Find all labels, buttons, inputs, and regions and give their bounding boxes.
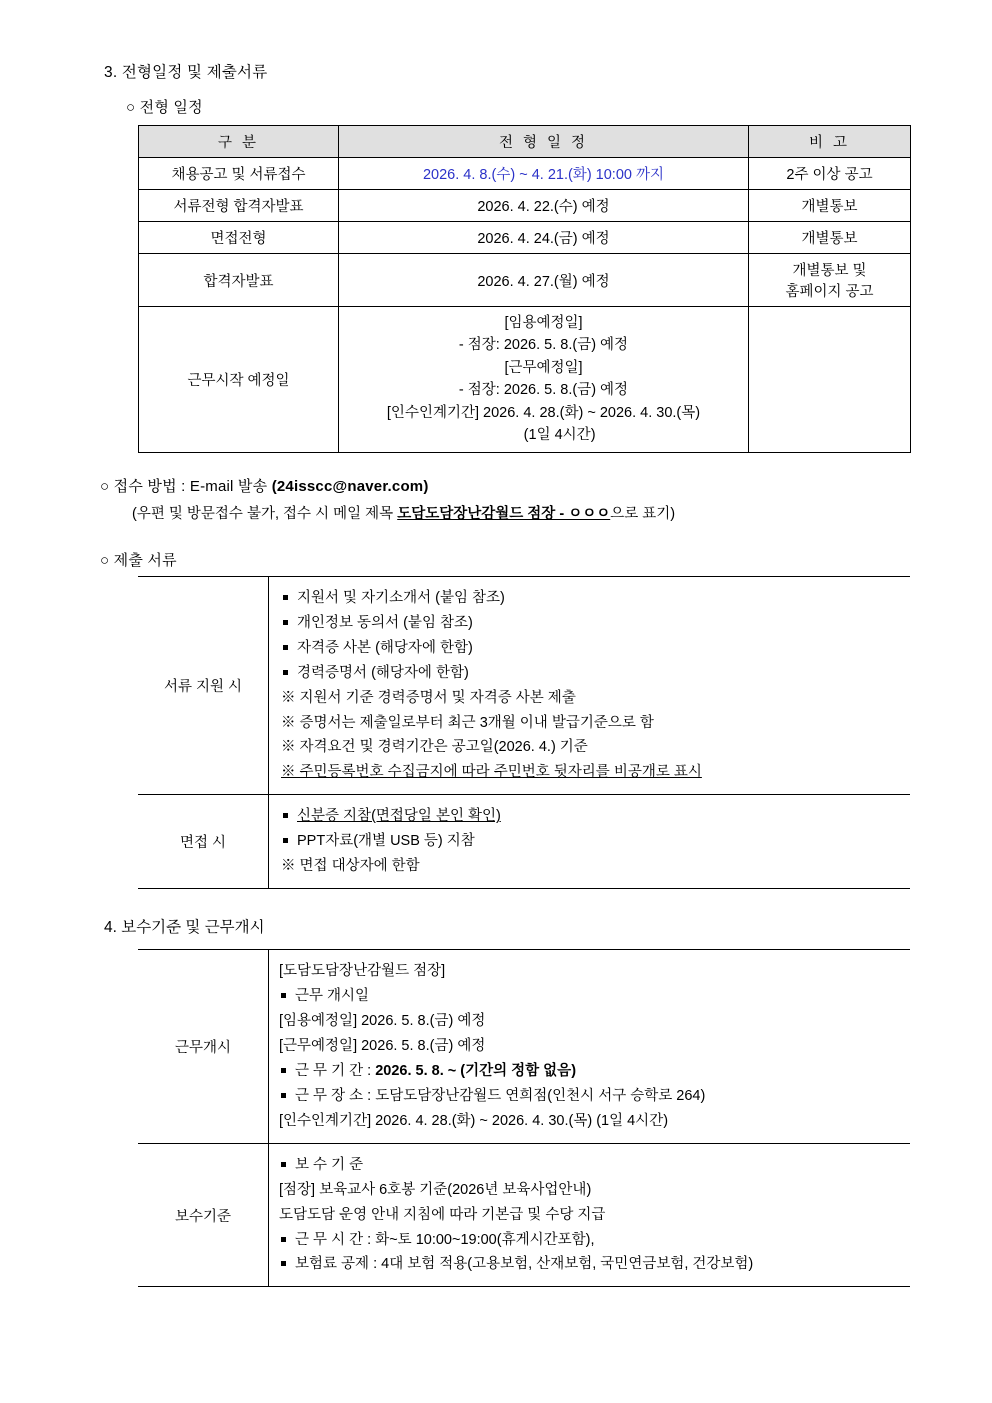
document-list [281,586,904,786]
cell-schedule: 2026. 4. 24.(금) 예정 [339,222,749,254]
list-item: [근무예정일] 2026. 5. 8.(금) 예정 [279,1037,486,1054]
cell-note [749,307,911,453]
cell-note: 2주 이상 공고 [749,158,911,190]
schedule-line: [인수인계기간] 2026. 4. 28.(화) ~ 2026. 4. 30.(목) [386,404,701,421]
cell-note: 개별통보 [749,190,911,222]
row-label: 서류 지원 시 [138,576,269,795]
table-row [139,158,911,190]
cell-note: 개별통보 [749,222,911,254]
table-row [139,307,911,453]
cell-division: 합격자발표 [139,254,339,307]
section-4-title: 4. 보수기준 및 근무개시 [104,919,265,937]
list-item: ※ 증명서는 제출일로부터 최근 3개월 이내 발급기준으로 함 [281,714,654,731]
cell-schedule: 2026. 4. 8.(수) ~ 4. 21.(화) 10:00 까지 [339,158,749,190]
list-item: 보험료 공제 : 4대 보험 적용(고용보험, 산재보험, 국민연금보험, 건강보험) [279,1252,904,1277]
list-item: 도담도담 운영 안내 지침에 따라 기본급 및 수당 지급 [279,1206,606,1223]
list-item-bold: 2026. 5. 8. ~ (기간의 정함 없음) [375,1062,577,1079]
apply-method-subnote [132,502,906,523]
note-line-1: 개별통보 및 [792,263,867,279]
list-item: 보 수 기 준 [279,1153,904,1178]
schedule-line: - 점장: 2026. 5. 8.(금) 예정 [458,382,629,399]
cell-schedule: 2026. 4. 22.(수) 예정 [339,190,749,222]
cell-note [749,254,911,307]
table-row [138,950,910,1144]
cell-division: 서류전형 합격자발표 [139,190,339,222]
subnote-subject: 도담도담장난감월드 점장 - ㅇㅇㅇ [397,505,611,522]
list-item: [점장] 보육교사 6호봉 기준(2026년 보육사업안내) [279,1181,592,1198]
header-division: 구 분 [139,126,339,158]
documents-heading: ○ 제출 서류 [100,551,177,569]
header-note: 비 고 [749,126,911,158]
schedule-table [138,125,911,453]
document-list [281,804,904,879]
pay-standard-list [279,1153,904,1278]
note-line-2: 홈페이지 공고 [785,284,874,300]
schedule-line: - 점장: 2026. 5. 8.(금) 예정 [458,337,629,354]
list-item: [도담도담장난감월드 점장] [279,963,446,980]
table-row [138,1143,910,1287]
list-item: 개인정보 동의서 (붙임 참조) [281,611,904,636]
apply-method-prefix: ○ 접수 방법 : E-mail 발송 [100,477,272,495]
table-row [138,795,910,889]
list-item: ※ 면접 대상자에 한함 [281,858,420,875]
list-item-text: 신분증 지참(면접당일 본인 확인) [297,808,501,825]
list-item: 지원서 및 자기소개서 (붙임 참조) [281,586,904,611]
table-row [139,254,911,307]
list-item: [인수인계기간] 2026. 4. 28.(화) ~ 2026. 4. 30.(목) (1일 4시간) [279,1112,669,1129]
list-item: 근 무 장 소 : 도담도담장난감월드 연희점(인천시 서구 승학로 264) [279,1084,904,1109]
subnote-prefix: (우편 및 방문접수 불가, 접수 시 메일 제목 [132,505,398,522]
schedule-heading: ○ 전형 일정 [126,99,203,116]
list-item [279,1059,904,1084]
row-label: 보수기준 [138,1143,269,1287]
list-item: PPT자료(개별 USB 등) 지참 [281,829,904,854]
row-content [269,950,911,1144]
row-content [269,795,911,889]
list-item: 경력증명서 (해당자에 한함) [281,661,904,686]
row-label: 면접 시 [138,795,269,889]
cell-division: 채용공고 및 서류접수 [139,158,339,190]
apply-email: (24isscc@naver.com) [271,477,429,495]
row-content [269,1143,911,1287]
documents-table [138,576,910,889]
pay-table [138,949,910,1287]
list-item: ※ 지원서 기준 경력증명서 및 자격증 사본 제출 [281,689,576,706]
schedule-line: [임용예정일] [504,315,583,331]
row-content [269,576,911,795]
cell-division: 면접전형 [139,222,339,254]
list-item [281,804,904,829]
list-item: 근 무 시 간 : 화~토 10:00~19:00(휴게시간포함), [279,1228,904,1253]
cell-division: 근무시작 예정일 [139,307,339,453]
cell-schedule: 2026. 4. 27.(월) 예정 [339,254,749,307]
list-item: 자격증 사본 (해당자에 한함) [281,636,904,661]
list-item: ※ 자격요건 및 경력기간은 공고일(2026. 4.) 기준 [281,739,588,756]
apply-method-heading [100,475,906,496]
section-3-title: 3. 전형일정 및 제출서류 [104,64,268,81]
schedule-line: [근무예정일] [504,359,583,376]
table-row [139,222,911,254]
subnote-suffix: 으로 표기) [610,505,676,522]
table-row [138,576,910,795]
list-item: [임용예정일] 2026. 5. 8.(금) 예정 [279,1013,486,1029]
table-header-row [139,126,911,158]
list-item: ※ 주민등록번호 수집금지에 따라 주민번호 뒷자리를 비공개로 표시 [281,764,702,781]
work-start-list [279,959,904,1134]
row-label: 근무개시 [138,950,269,1144]
header-schedule: 전 형 일 정 [339,126,749,158]
table-row [139,190,911,222]
list-item-text: 근 무 기 간 : [295,1062,376,1079]
cell-schedule-multiline [339,307,749,453]
list-item: 근무 개시일 [279,984,904,1009]
schedule-line: (1일 4시간) [491,427,596,444]
